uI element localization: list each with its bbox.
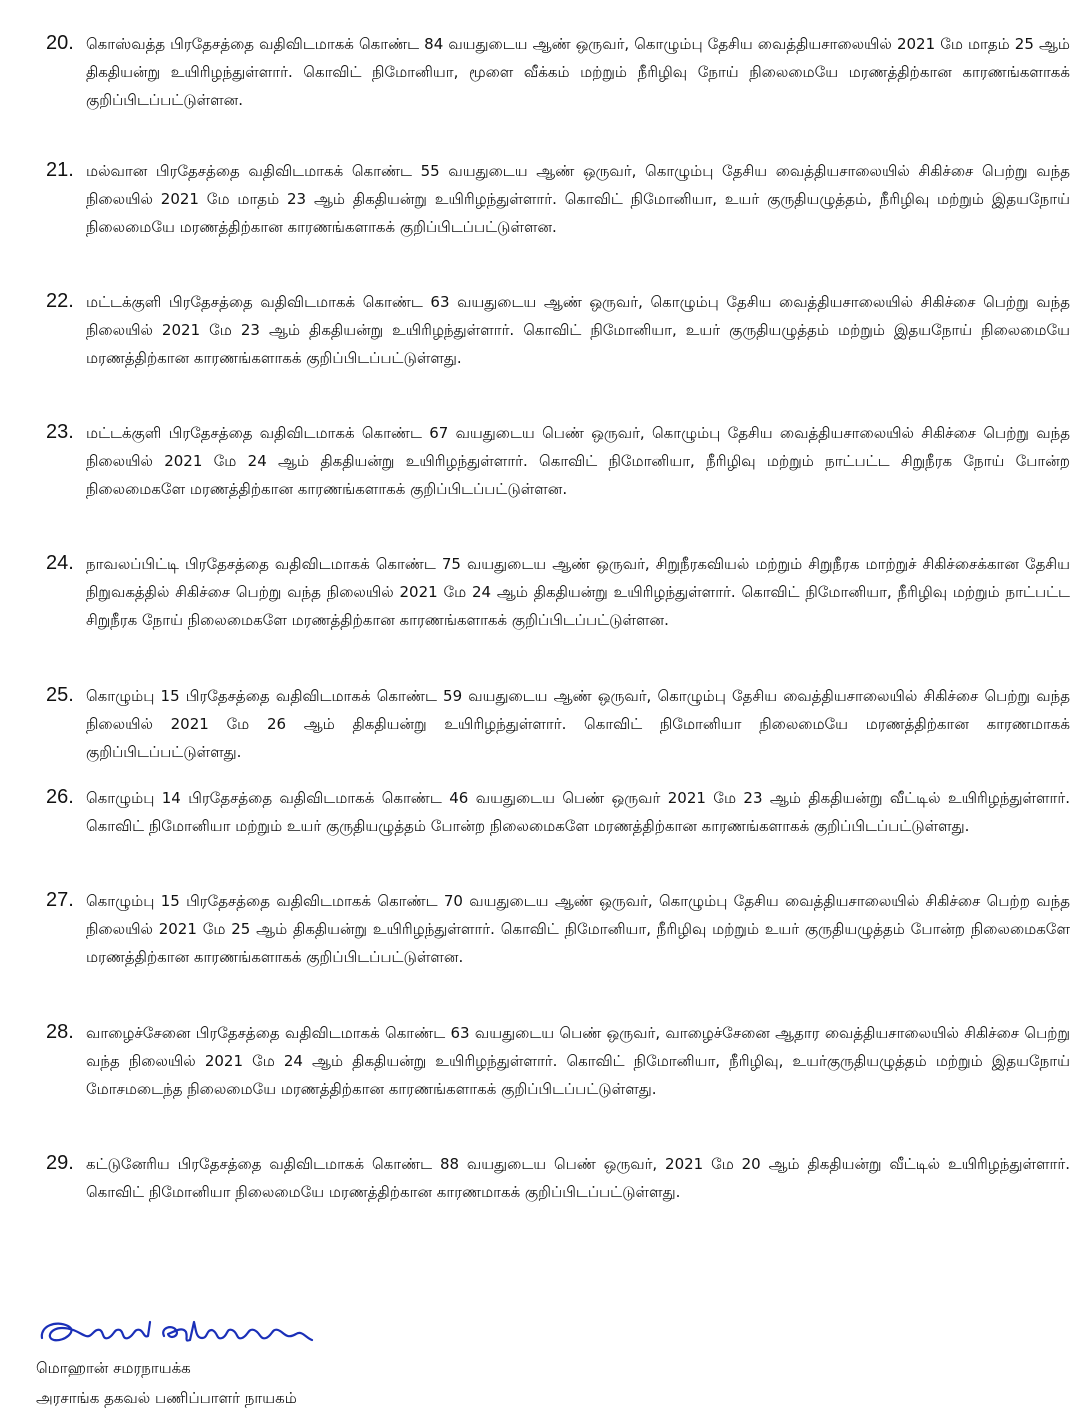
- item-number: 29.: [46, 1152, 74, 1174]
- item-number: 26.: [46, 786, 74, 808]
- item-number: 23.: [46, 421, 74, 443]
- signatory-name: மொஹான் சமரநாயக்க: [36, 1359, 191, 1377]
- item-number: 21.: [46, 159, 74, 181]
- item-text: கட்டுனேரிய பிரதேசத்தை வதிவிடமாகக் கொண்ட 88 வயதுடைய பெண் ஒருவர், 2021 மே 20 ஆம் திகதியன்று வீட்டில் உயிரிழந்துள்ளார். கொவிட் நிமோனியா நிலைமையே மரணத்திற்கான காரணமாகக் குறிப்பிடப்பட்டுள்ளது.: [86, 1155, 1070, 1201]
- item-text: கொழும்பு 15 பிரதேசத்தை வதிவிடமாகக் கொண்ட 59 வயதுடைய ஆண் ஒருவர், கொழும்பு தேசிய வைத்தியசாலையில் சிகிச்சை பெற்று வந்த நிலையில் 2021 மே 26 ஆம் திகதியன்று உயிரிழந்துள்ளார். கொவிட் நிமோனியா நிலைமையே மரணத்திற்கான காரணமாகக் குறிப்பிடப்பட்டுள்ளது.: [86, 687, 1070, 761]
- item-text: வாழைச்சேனை பிரதேசத்தை வதிவிடமாகக் கொண்ட 63 வயதுடைய பெண் ஒருவர், வாழைச்சேனை ஆதார வைத்தியசாலையில் சிகிச்சை பெற்று வந்த நிலையில் 2021 மே 24 ஆம் திகதியன்று உயிரிழந்துள்ளார். கொவிட் நிமோனியா, நீரிழிவு, உயர்குருதியழுத்தம் மற்றும் இதயநோய் மோசமடைந்த நிலைமையே மரணத்திற்கான காரணங்களாகக் குறிப்பிடப்பட்டுள்ளது.: [86, 1024, 1070, 1098]
- item-text: மட்டக்குளி பிரதேசத்தை வதிவிடமாகக் கொண்ட 63 வயதுடைய ஆண் ஒருவர், கொழும்பு தேசிய வைத்தியசாலையில் சிகிச்சை பெற்று வந்த நிலையில் 2021 மே 23 ஆம் திகதியன்று உயிரிழந்துள்ளார். கொவிட் நிமோனியா, உயர் குருதியழுத்தம் மற்றும் இதயநோய் நிலைமையே மரணத்திற்கான காரணங்களாகக் குறிப்பிடப்பட்டுள்ளது.: [86, 293, 1070, 367]
- item-number: 20.: [46, 32, 74, 54]
- item-text: கொஸ்வத்த பிரதேசத்தை வதிவிடமாகக் கொண்ட 84 வயதுடைய ஆண் ஒருவர், கொழும்பு தேசிய வைத்தியசாலையில் 2021 மே மாதம் 25 ஆம் திகதியன்று உயிரிழந்துள்ளார். கொவிட் நிமோனியா, மூளை வீக்கம் மற்றும் நீரிழிவு நோய் நிலைமையே மரணத்திற்கான காரணங்களாகக் குறிப்பிடப்பட்டுள்ளன.: [86, 35, 1070, 109]
- item-number: 22.: [46, 290, 74, 312]
- item-text: மட்டக்குளி பிரதேசத்தை வதிவிடமாகக் கொண்ட 67 வயதுடைய பெண் ஒருவர், கொழும்பு தேசிய வைத்தியசாலையில் சிகிச்சை பெற்று வந்த நிலையில் 2021 மே 24 ஆம் திகதியன்று உயிரிழந்துள்ளார். கொவிட் நிமோனியா, நீரிழிவு மற்றும் நாட்பட்ட சிறுநீரக நோய் போன்ற நிலைமைகளே மரணத்திற்கான காரணங்களாகக் குறிப்பிடப்பட்டுள்ளன.: [86, 424, 1070, 498]
- item-text: மல்வான பிரதேசத்தை வதிவிடமாகக் கொண்ட 55 வயதுடைய ஆண் ஒருவர், கொழும்பு தேசிய வைத்தியசாலையில் சிகிச்சை பெற்று வந்த நிலையில் 2021 மே மாதம் 23 ஆம் திகதியன்று உயிரிழந்துள்ளார். கொவிட் நிமோனியா, உயர் குருதியழுத்தம், நீரிழிவு மற்றும் இதயநோய் நிலைமையே மரணத்திற்கான காரணங்களாகக் குறிப்பிடப்பட்டுள்ளன.: [86, 162, 1070, 236]
- item-number: 24.: [46, 552, 74, 574]
- item-text: கொழும்பு 15 பிரதேசத்தை வதிவிடமாகக் கொண்ட 70 வயதுடைய ஆண் ஒருவர், கொழும்பு தேசிய வைத்தியசாலையில் சிகிச்சை பெற்ற வந்த நிலையில் 2021 மே 25 ஆம் திகதியன்று உயிரிழந்துள்ளார். கொவிட் நிமோனியா, நீரிழிவு மற்றும் உயர் குருதியழுத்தம் போன்ற நிலைமைகளே மரணத்திற்கான காரணங்களாகக் குறிப்பிடப்பட்டுள்ளன.: [86, 892, 1070, 966]
- item-number: 25.: [46, 684, 74, 706]
- item-number: 28.: [46, 1021, 74, 1043]
- signatory-title: அரசாங்க தகவல் பணிப்பாளர் நாயகம்: [36, 1389, 297, 1407]
- item-number: 27.: [46, 889, 74, 911]
- item-text: நாவலப்பிட்டி பிரதேசத்தை வதிவிடமாகக் கொண்ட 75 வயதுடைய ஆண் ஒருவர், சிறுநீரகவியல் மற்றும் சிறுநீரக மாற்றுச் சிகிச்சைக்கான தேசிய நிறுவகத்தில் சிகிச்சை பெற்று வந்த நிலையில் 2021 மே 24 ஆம் திகதியன்று உயிரிழந்துள்ளார். கொவிட் நிமோனியா, நீரிழிவு மற்றும் நாட்பட்ட சிறுநீரக நோய் நிலைமைகளே மரணத்திற்கான காரணங்களாகக் குறிப்பிடப்பட்டுள்ளன.: [86, 555, 1070, 629]
- handwritten-signature: [34, 1312, 334, 1358]
- item-text: கொழும்பு 14 பிரதேசத்தை வதிவிடமாகக் கொண்ட 46 வயதுடைய பெண் ஒருவர் 2021 மே 23 ஆம் திகதியன்று வீட்டில் உயிரிழந்துள்ளார். கொவிட் நிமோனியா மற்றும் உயர் குருதியழுத்தம் போன்ற நிலைமைகளே மரணத்திற்கான காரணங்களாகக் குறிப்பிடப்பட்டுள்ளது.: [86, 789, 1070, 835]
